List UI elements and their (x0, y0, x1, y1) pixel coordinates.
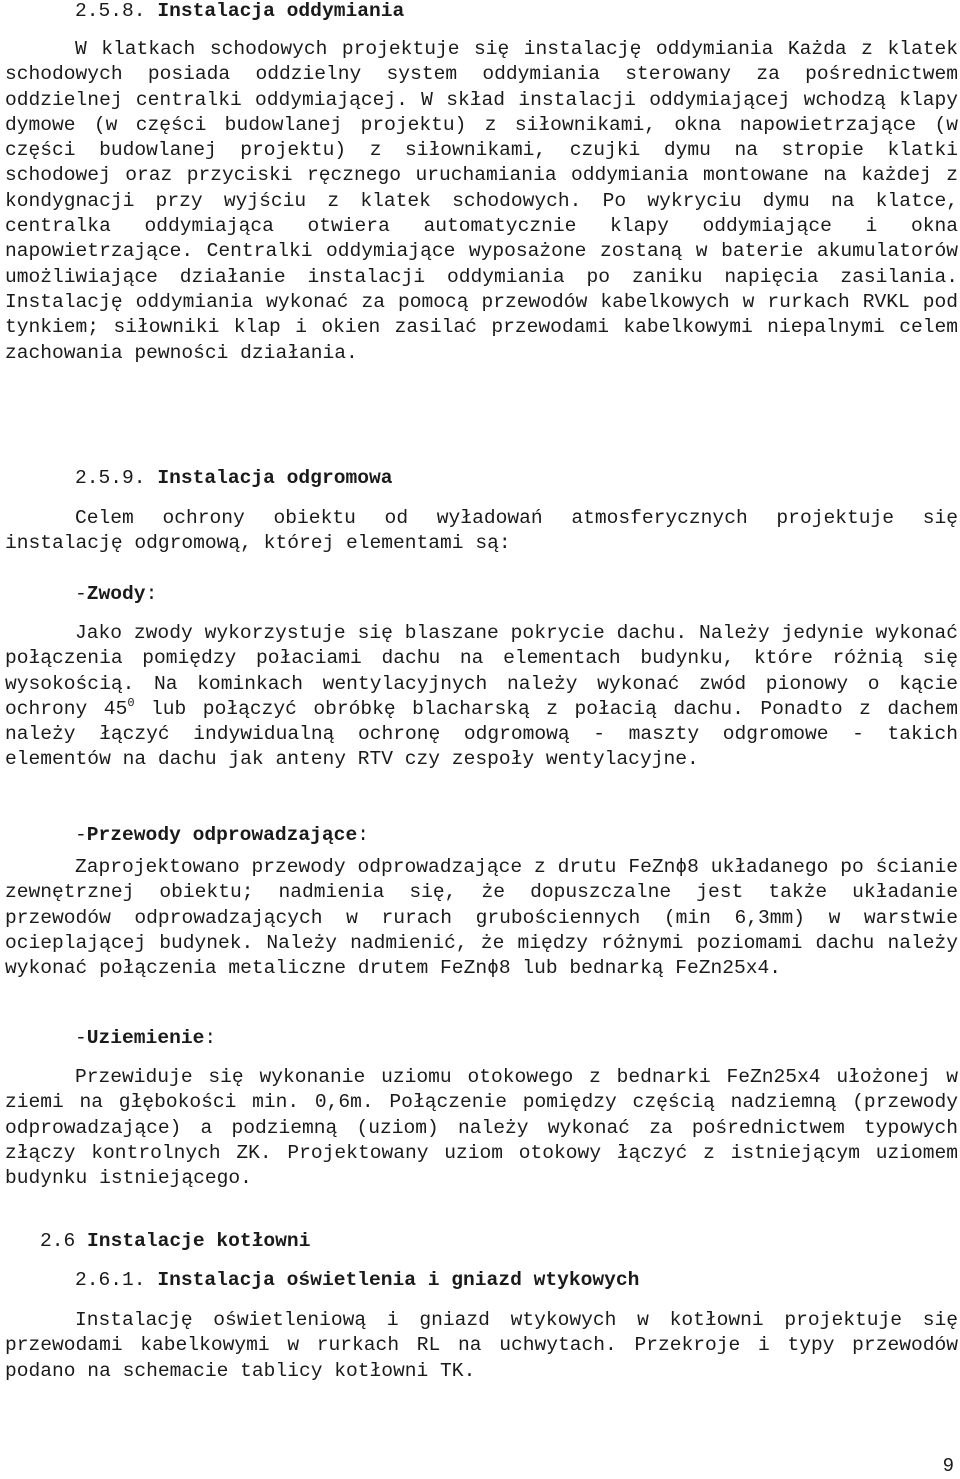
paragraph-uziemienie: Przewiduje się wykonanie uziomu otokowego z bednarki FeZn25x4 ułożonej w ziemi na głębokości min. 0,6m. Połączenie pomiędzy częścią nadziemną (przewody odprowadzające) a podziemną (uziom) należy wykonać za pośrednictwem typowych złączy kontrolnych ZK. Projektowany uziom otokowy łączyć z istniejącym uziomem budynku istniejącego. (5, 1066, 958, 1190)
degree-superscript: 0 (127, 695, 135, 710)
subheading-zwody: -Zwody: (75, 583, 158, 605)
paragraph-przewody: Zaprojektowano przewody odprowadzające z drutu FeZnϕ8 układanego po ścianie zewnętrznej obiektu; nadmienia się, że dopuszczalne jest także układanie przewodów odprowadzających w rurach grubościennych (min 6,3mm) w warstwie ocieplającej budynek. Należy nadmienić, że między różnymi poziomami dachu należy wykonać połączenia metaliczne drutem FeZnϕ8 lub bednarką FeZn25x4. (5, 856, 958, 980)
subheading-przewody: -Przewody odprowadzające: (75, 824, 369, 846)
page-number: 9 (942, 1455, 954, 1477)
paragraph-kotlownia: Instalację oświetleniową i gniazd wtykowych w kotłowni projektuje się przewodami kabelkowymi w rurkach RL na uchwytach. Przekroje i typy przewodów podano na schemacie tablicy kotłowni TK. (5, 1309, 958, 1382)
paragraph-odgromowa-intro: Celem ochrony obiektu od wyładowań atmosferycznych projektuje się instalację odgromową, której elementami są: (5, 507, 958, 555)
paragraph-zwody: Jako zwody wykorzystuje się blaszane pokrycie dachu. Należy jedynie wykonać połączenia pomiędzy połaciami dachu na elementach budynku, które różnią się wysokością. Na kominkach wentylacyjnych należy wykonać zwód pionowy o kącie ochrony $45^0$ lub połączyć obróbkę blacharską z połacią dachu. Ponadto z dachem należy łączyć indywidualną ochronę odgromową - maszty odgromowe - takich elementów na dachu jak anteny RTV czy zespoły wentylacyjne. (5, 622, 958, 771)
subheading-uziemienie: -Uziemienie: (75, 1027, 217, 1049)
heading-2-6-1: 2.6.1. Instalacja oświetlenia i gniazd wtykowych (75, 1269, 640, 1291)
paragraph-oddymianie: W klatkach schodowych projektuje się instalację oddymiania Każda z klatek schodowych posiada oddzielny system oddymiania sterowany za pośrednictwem oddzielnej centralki oddymiającej. W skład instalacji oddymiającej wchodzą klapy dymowe (w części budowlanej projektu) z siłownikami, okna napowietrzające (w części budowlanej projektu) z siłownikami, czujki dymu na stropie klatki schodowej oraz przyciski ręcznego uruchamiania oddymiania montowane na każdej z kondygnacji przy wyjściu z klatek schodowych. Po wykryciu dymu na klatce, centralka oddymiająca otwiera automatycznie klapy oddymiające i okna napowietrzające. Centralki oddymiające wyposażone zostaną w baterie akumulatorów umożliwiające działanie instalacji oddymiania po zaniku napięcia zasilania. Instalację oddymiania wykonać za pomocą przewodów kabelkowych w rurkach RVKL pod tynkiem; siłowniki klap i okien zasilać przewodami kabelkowymi niepalnymi celem zachowania pewności działania. (5, 38, 958, 364)
heading-2-5-9: 2.5.9. Instalacja odgromowa (75, 467, 393, 489)
heading-2-6: 2.6 Instalacje kotłowni (40, 1230, 311, 1252)
heading-2-5-8: 2.5.8. Instalacja oddymiania (75, 0, 405, 22)
